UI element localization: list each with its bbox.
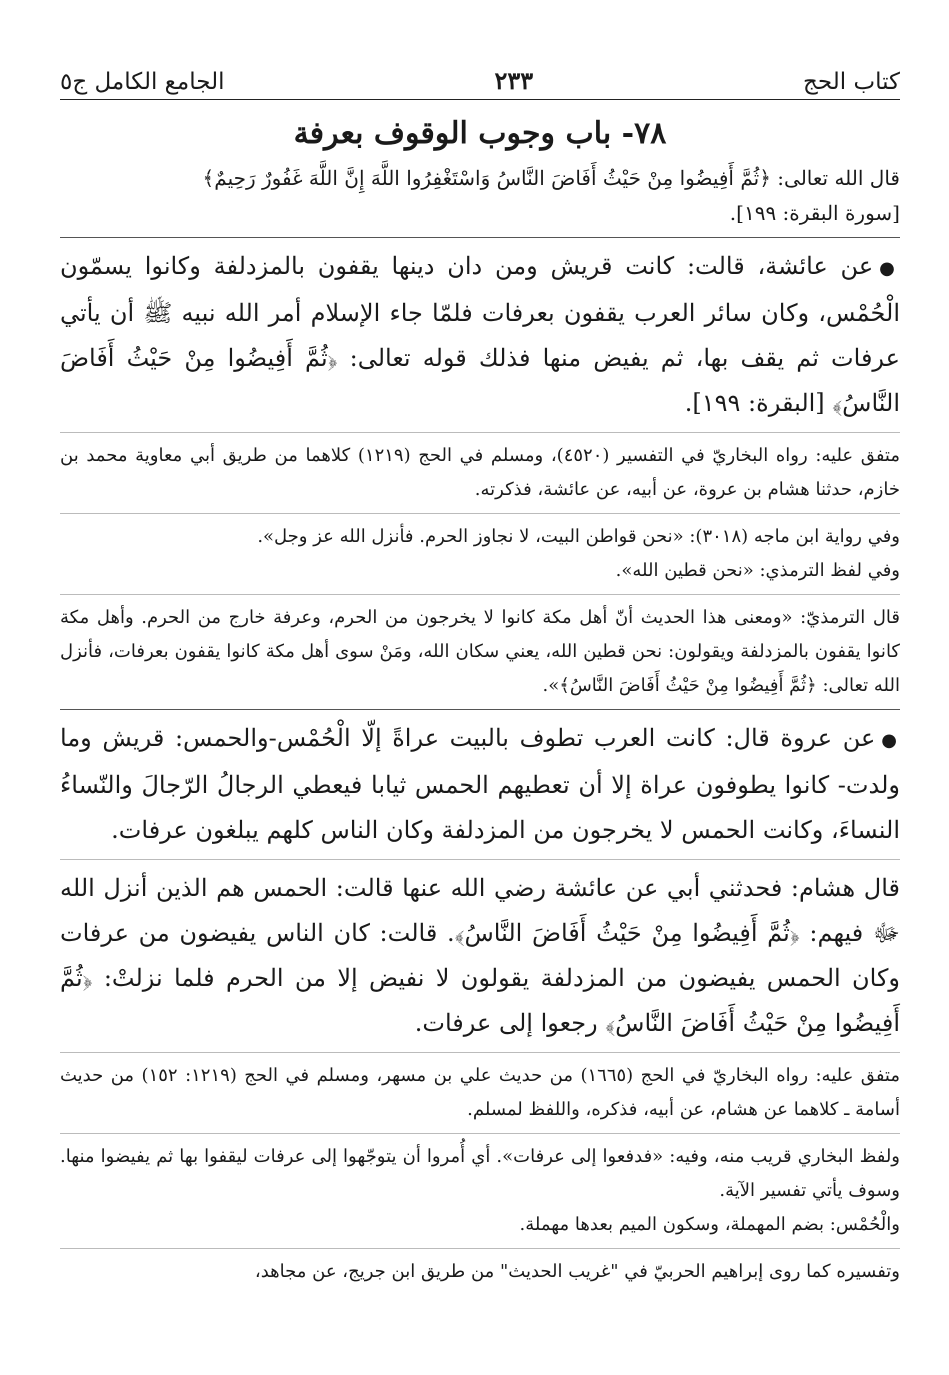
- hadith-urwa-text: عن عروة قال: كانت العرب تطوف بالبيت عراةً إلّا الْحُمْس-والحمس: قريش وما ولدت- كانوا يطوفون عراة إلا أن تعطيهم الحمس ثيابا فيعطي الرجالُ الرّجالَ والنّساءُ النساءَ، وكانت الحمس لا يخرجون من المزدلفة وكان الناس كلهم يبلغون عرفات.: [60, 724, 900, 844]
- section-divider: [60, 594, 900, 595]
- section-divider: [60, 859, 900, 860]
- section-divider: [60, 513, 900, 514]
- hadith-aisha: [60, 244, 900, 426]
- bullet-icon: ●: [881, 730, 900, 751]
- hadith-aisha-text: عن عائشة، قالت: كانت قريش ومن دان دينها يقفون بالمزدلفة وكانوا يسمّون الْحُمْس، وكان سائر العرب يقفون بعرفات فلمّا جاء الإسلام أمر الله نبيه ﷺ أن يأتي عرفات ثم يقف بها، ثم يفيض منها فذلك قوله تعالى: ﴿ثُمَّ أَفِيضُوا مِنْ حَيْثُ أَفَاضَ النَّاسُ﴾ [البقرة: ١٩٩].: [60, 252, 900, 417]
- tirmidhi-wording: وفي لفظ الترمذي: «نحن قطين الله».: [615, 560, 900, 581]
- page-number: ٢٣٣: [494, 66, 534, 95]
- running-header: [60, 55, 900, 100]
- book-page: [60, 55, 900, 1289]
- section-divider: [60, 1248, 900, 1249]
- bukhari-wording: ولفظ البخاري قريب منه، وفيه: «فدفعوا إلى عرفات». أي أُمروا أن يتوجّهوا إلى عرفات ليقفوا بها ثم يفيضوا منها. وسوف يأتي تفسير الآية.: [60, 1146, 900, 1201]
- book-volume-title: الجامع الكامل ج٥: [60, 69, 225, 95]
- section-divider: [60, 237, 900, 238]
- book-section-title: كتاب الحج: [803, 69, 900, 95]
- section-divider: [60, 709, 900, 710]
- bullet-icon: ●: [879, 258, 900, 279]
- section-divider: [60, 1052, 900, 1053]
- takhrij-aisha: متفق عليه: رواه البخاريّ في التفسير (٤٥٢٠)، ومسلم في الحج (١٢١٩) كلاهما من طريق أبي معاوية محمد بن خازم، حدثنا هشام بن عروة، عن أبيه، عن عائشة، فذكرته.: [60, 445, 901, 500]
- hums-definition: والْحُمْس: بضم المهملة، وسكون الميم بعدها مهملة.: [519, 1214, 900, 1235]
- tirmidhi-comment: قال الترمذيّ: «ومعنى هذا الحديث أنّ أهل مكة كانوا لا يخرجون من الحرم، وعرفة خارج من الحرم. وأهل مكة كانوا يقفون بالمزدلفة ويقولون: نحن قطين الله، يعني سكان الله، ومَنْ سوى أهل مكة كانوا يقفون بعرفات، فأنزل الله تعالى: ﴿ثُمَّ أَفِيضُوا مِنْ حَيْثُ أَفَاضَ النَّاسُ﴾».: [60, 607, 900, 696]
- quran-intro: قال الله تعالى: ﴿ثُمَّ أَفِيضُوا مِنْ حَيْثُ أَفَاضَ النَّاسُ وَاسْتَغْفِرُوا اللَّهَ إِنَّ اللَّهَ غَفُورٌ رَحِيمٌ﴾: [202, 166, 900, 190]
- section-divider: [60, 1133, 900, 1134]
- hadith-urwa: [60, 716, 900, 853]
- chapter-title: ٧٨- باب وجوب الوقوف بعرفة: [293, 116, 667, 151]
- takhrij-urwa: متفق عليه: رواه البخاريّ في الحج (١٦٦٥) من حديث علي بن مسهر، ومسلم في الحج (١٢١٩: ١٥٢) من حديث أسامة ـ كلاهما عن هشام، عن أبيه، فذكره، واللفظ لمسلم.: [60, 1065, 900, 1120]
- ibn-majah-narration: وفي رواية ابن ماجه (٣٠١٨): «نحن قواطن البيت، لا نجاوز الحرم. فأنزل الله عز وجل».: [257, 526, 900, 547]
- tafsir-note: وتفسيره كما روى إبراهيم الحربيّ في "غريب الحديث" من طريق ابن جريج، عن مجاهد،: [254, 1261, 900, 1282]
- section-divider: [60, 432, 900, 433]
- quran-reference: [سورة البقرة: ١٩٩].: [729, 201, 900, 225]
- hisham-narration: قال هشام: فحدثني أبي عن عائشة رضي الله عنها قالت: الحمس هم الذين أنزل الله ﷻ فيهم: ﴿ثُمَّ أَفِيضُوا مِنْ حَيْثُ أَفَاضَ النَّاسُ﴾. قالت: كان الناس يفيضون من عرفات وكان الحمس يفيضون من المزدلفة يقولون لا نفيض إلا من الحرم فلما نزلتْ: ﴿ثُمَّ أَفِيضُوا مِنْ حَيْثُ أَفَاضَ النَّاسُ﴾ رجعوا إلى عرفات.: [60, 874, 900, 1037]
